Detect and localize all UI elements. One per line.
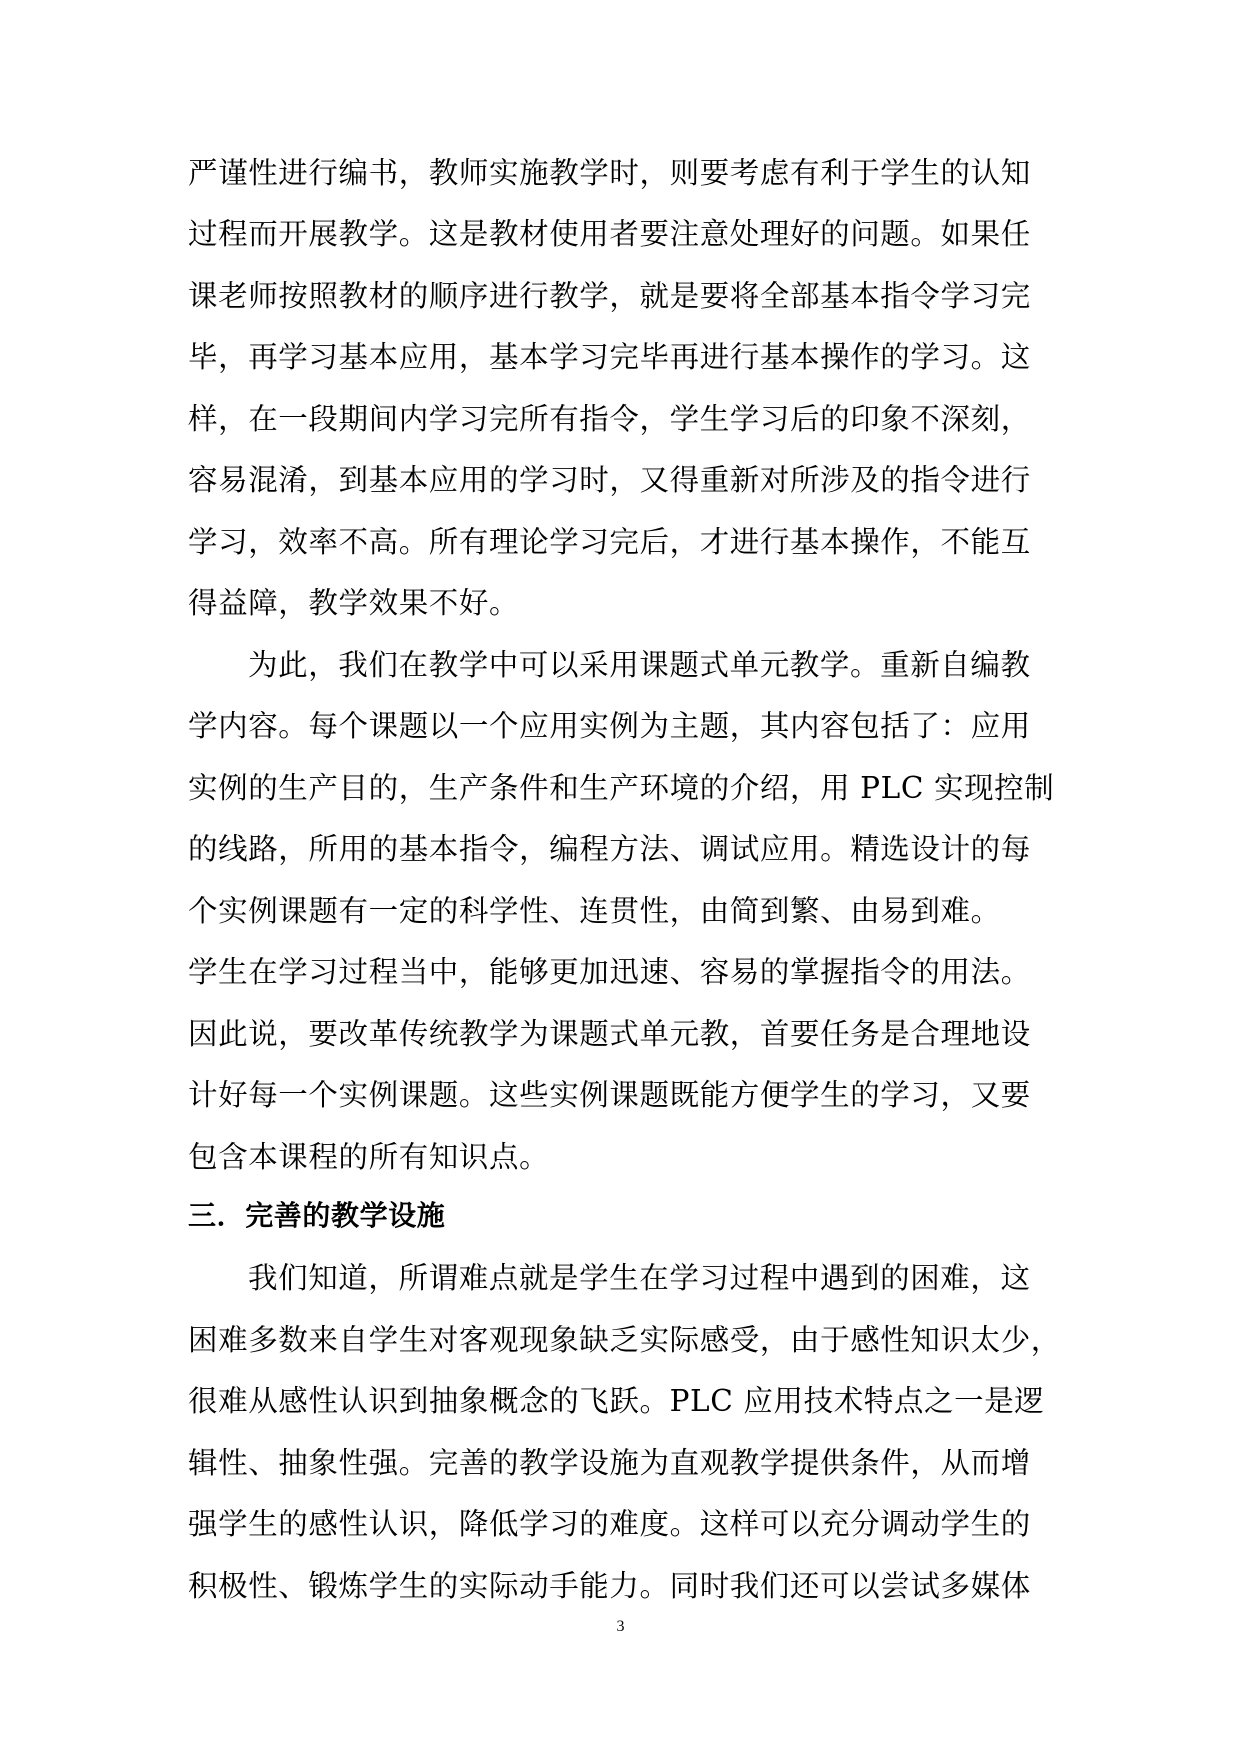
page-number: 3: [616, 1618, 625, 1635]
text-line: 困难多数来自学生对客观现象缺乏实际感受，由于感性知识太少，: [188, 1323, 1061, 1357]
text-line: 个实例课题有一定的科学性、连贯性，由简到繁、由易到难。: [188, 894, 1001, 928]
text-line: 容易混淆，到基本应用的学习时，又得重新对所涉及的指令进行: [188, 463, 1031, 497]
text-line: 辑性、抽象性强。完善的教学设施为直观教学提供条件，从而增: [188, 1446, 1031, 1480]
text-line: 课老师按照教材的顺序进行教学，就是要将全部基本指令学习完: [188, 279, 1031, 313]
text-line: 毕，再学习基本应用，基本学习完毕再进行基本操作的学习。这: [188, 340, 1031, 374]
text-line: 学内容。每个课题以一个应用实例为主题，其内容包括了：应用: [188, 709, 1031, 743]
text-line: 实例的生产目的，生产条件和生产环境的介绍，用 PLC 实现控制: [188, 771, 1055, 805]
text-line: 过程而开展教学。这是教材使用者要注意处理好的问题。如果任: [188, 217, 1031, 251]
text-line: 的线路，所用的基本指令，编程方法、调试应用。精选设计的每: [188, 832, 1031, 866]
text-line: 强学生的感性认识，降低学习的难度。这样可以充分调动学生的: [188, 1507, 1031, 1541]
text-line: 因此说，要改革传统教学为课题式单元教，首要任务是合理地设: [188, 1017, 1031, 1051]
text-line: 很难从感性认识到抽象概念的飞跃。PLC 应用技术特点之一是逻: [188, 1384, 1045, 1418]
paragraph-first-line: 为此，我们在教学中可以采用课题式单元教学。重新自编教: [248, 648, 1031, 682]
text-line: 包含本课程的所有知识点。: [188, 1140, 550, 1174]
text-line: 严谨性进行编书，教师实施教学时，则要考虑有利于学生的认知: [188, 156, 1031, 190]
text-line: 积极性、锻炼学生的实际动手能力。同时我们还可以尝试多媒体: [188, 1569, 1031, 1603]
text-line: 得益障，教学效果不好。: [188, 586, 520, 620]
paragraph-first-line: 我们知道，所谓难点就是学生在学习过程中遇到的困难，这: [248, 1261, 1031, 1295]
section-heading: 三．完善的教学设施: [188, 1199, 446, 1232]
text-line: 计好每一个实例课题。这些实例课题既能方便学生的学习，又要: [188, 1078, 1031, 1112]
text-line: 学生在学习过程当中，能够更加迅速、容易的掌握指令的用法。: [188, 955, 1031, 989]
text-line: 样，在一段期间内学习完所有指令，学生学习后的印象不深刻，: [188, 402, 1031, 436]
text-line: 学习，效率不高。所有理论学习完后，才进行基本操作，不能互: [188, 525, 1031, 559]
